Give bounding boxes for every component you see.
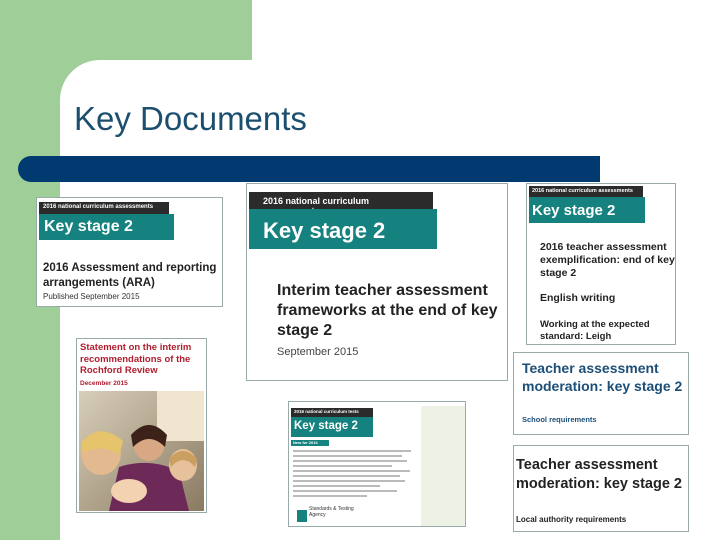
title-underline-bar <box>18 156 600 182</box>
doc-title: 2016 teacher assessment exemplification: end of key stage 2 <box>540 241 675 279</box>
doc-moderation-school-cover[interactable] <box>513 352 689 435</box>
doc-stage-label: Key stage 2 <box>291 417 373 437</box>
doc-header-label: 2016 national curriculum tests <box>291 408 373 417</box>
doc-date: September 2015 <box>277 346 359 358</box>
doc-published-date: Published September 2015 <box>43 292 140 301</box>
doc-agency-name: Standards & Testing Agency <box>309 506 354 518</box>
doc-subtitle: Local authority requirements <box>516 515 627 524</box>
doc-subject: English writing <box>540 292 616 304</box>
doc-rochford-review-cover[interactable] <box>76 338 207 513</box>
doc-stage-label: Key stage 2 <box>39 214 174 240</box>
doc-title: Statement on the interim recommendations of the Rochford Review <box>80 342 192 376</box>
doc-moderation-la-cover[interactable] <box>513 445 689 532</box>
doc-new-label: New for 2016 <box>291 440 329 446</box>
doc-interim-frameworks-cover[interactable] <box>246 183 508 381</box>
doc-header-label: 2016 national curriculum <box>249 192 433 209</box>
page-title: Key Documents <box>74 100 307 137</box>
doc-header-label: 2016 national curriculum assessments <box>39 202 169 214</box>
doc-stage-label: Key stage 2 <box>529 197 645 223</box>
doc-subtitle: School requirements <box>522 415 597 424</box>
sta-logo-icon <box>297 510 307 522</box>
doc-standard: Working at the expected standard: Leigh <box>540 319 650 342</box>
doc-title: Interim teacher assessment frameworks at the end of key stage 2 <box>277 282 498 339</box>
doc-date: December 2015 <box>80 380 128 387</box>
doc-ara-cover[interactable] <box>36 197 223 307</box>
doc-title: Teacher assessment moderation: key stage 2 <box>522 360 683 394</box>
doc-title: Teacher assessment moderation: key stage 2 <box>516 457 682 492</box>
classroom-photo <box>79 391 204 511</box>
doc-header-label: 2016 national curriculum assessments <box>529 186 643 197</box>
doc-exemplification-cover[interactable] <box>526 183 676 345</box>
doc-body-text <box>293 450 417 500</box>
doc-test-framework-cover[interactable] <box>288 401 466 527</box>
doc-title: 2016 Assessment and reporting arrangements (ARA) <box>43 262 217 289</box>
doc-sidebar <box>421 406 465 526</box>
doc-stage-label: Key stage 2 <box>249 209 437 249</box>
